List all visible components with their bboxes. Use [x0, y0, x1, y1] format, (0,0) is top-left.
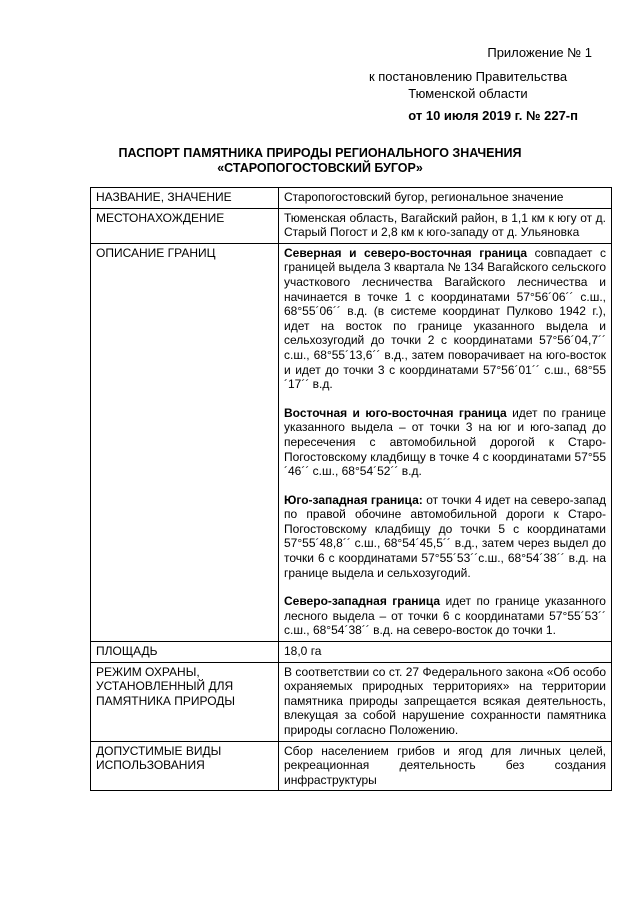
table-row-borders: [91, 243, 612, 641]
attachment-reference-line2: Тюменской области: [408, 86, 528, 101]
border-north-heading: Северная и северо-восточная граница: [284, 245, 528, 260]
border-northwest-text: идет по границе указанного лесного выдела – от точки 6 с координатами 57°55´53´´ с.ш., 68°54´38´´ в.д. на северо-восток до точки 1.: [284, 594, 606, 638]
table-row-location: [91, 208, 612, 243]
row-label: НАЗВАНИЕ, ЗНАЧЕНИЕ: [91, 188, 279, 209]
border-northwest-paragraph: [284, 594, 606, 638]
row-value: Сбор населением грибов и ягод для личных целей, рекреационная деятельность без создания инфраструктуры: [279, 741, 612, 791]
border-east-text: идет по границе указанного выдела – от точки 3 на юг и юго-запад до пересечения с автомобильной дорогой к Старо-Погостовскому кладбищу в точке 4 с координатами 57°55´46´´ с.ш., 68°54´52´´ в.д.: [284, 405, 606, 479]
border-southwest-paragraph: [284, 493, 606, 581]
row-value: [279, 243, 612, 641]
row-value: 18,0 га: [279, 642, 612, 663]
attachment-reference-line1: к постановлению Правительства: [368, 69, 568, 84]
table-row-name: [91, 188, 612, 209]
border-southwest-heading: Юго-западная граница:: [284, 492, 423, 507]
row-label: ОПИСАНИЕ ГРАНИЦ: [91, 243, 279, 641]
border-east-paragraph: [284, 406, 606, 479]
row-value: Старопогостовский бугор, региональное значение: [279, 188, 612, 209]
table-row-area: [91, 642, 612, 663]
row-value: Тюменская область, Вагайский район, в 1,1 км к югу от д. Старый Погост и 2,8 км к юго-западу от д. Ульяновка: [279, 208, 612, 243]
row-label: РЕЖИМ ОХРАНЫ, УСТАНОВЛЕННЫЙ ДЛЯ ПАМЯТНИКА ПРИРОДЫ: [91, 662, 279, 741]
border-north-paragraph: [284, 246, 606, 392]
attachment-reference: [338, 68, 598, 102]
border-north-text: совпадает с границей выдела 3 квартала № 134 Вагайского сельского участкового лесничества Вагайского лесничества и начинается в точке 1 с координатами 57°56´06´´ с.ш., 68°55´06´´ в.д. (в системе координат Пулково 1942 г.), идет на восток по границе указанного выдела и сельхозугодий до точки 2 с координатами 57°56´04,7´´ с.ш., 68°55´13,6´´ в.д., затем поворачивает на юго-восток и идет до точки 3 с координатами 57°56´01´´ с.ш., 68°55´17´´ в.д.: [284, 245, 606, 392]
row-label: МЕСТОНАХОЖДЕНИЕ: [91, 208, 279, 243]
row-label: ДОПУСТИМЫЕ ВИДЫ ИСПОЛЬЗОВАНИЯ: [91, 741, 279, 791]
document-title-line1: ПАСПОРТ ПАМЯТНИКА ПРИРОДЫ РЕГИОНАЛЬНОГО ЗНАЧЕНИЯ: [118, 146, 522, 160]
border-east-heading: Восточная и юго-восточная граница: [284, 405, 507, 420]
row-label: ПЛОЩАДЬ: [91, 642, 279, 663]
border-northwest-heading: Северо-западная граница: [284, 594, 441, 609]
document-title-line2: «СТАРОПОГОСТОВСКИЙ БУГОР»: [217, 161, 423, 175]
attachment-date: от 10 июля 2019 г. № 227-п: [408, 108, 578, 123]
attachment-title: Приложение № 1: [487, 45, 592, 60]
document-title: [90, 146, 550, 176]
passport-table: [90, 187, 612, 791]
border-southwest-text: от точки 4 идет на северо-запад по правой обочине автомобильной дороги к Старо-Погостовскому кладбищу до точки 5 с координатами 57°55´48,8´´ с.ш., 68°54´45,5´´ в.д., затем через выдел до точки 6 с координатами 57°55´53´´с.ш., 68°54´38´´ в.д. на границе выдела и сельхозугодий.: [284, 492, 606, 580]
table-row-usage: [91, 741, 612, 791]
table-row-regime: [91, 662, 612, 741]
row-value: В соответствии со ст. 27 Федерального закона «Об особо охраняемых природных территориях» на территории памятника природы запрещается всякая деятельность, влекущая за собой нарушение сохранности памятника природы согласно Положению.: [279, 662, 612, 741]
